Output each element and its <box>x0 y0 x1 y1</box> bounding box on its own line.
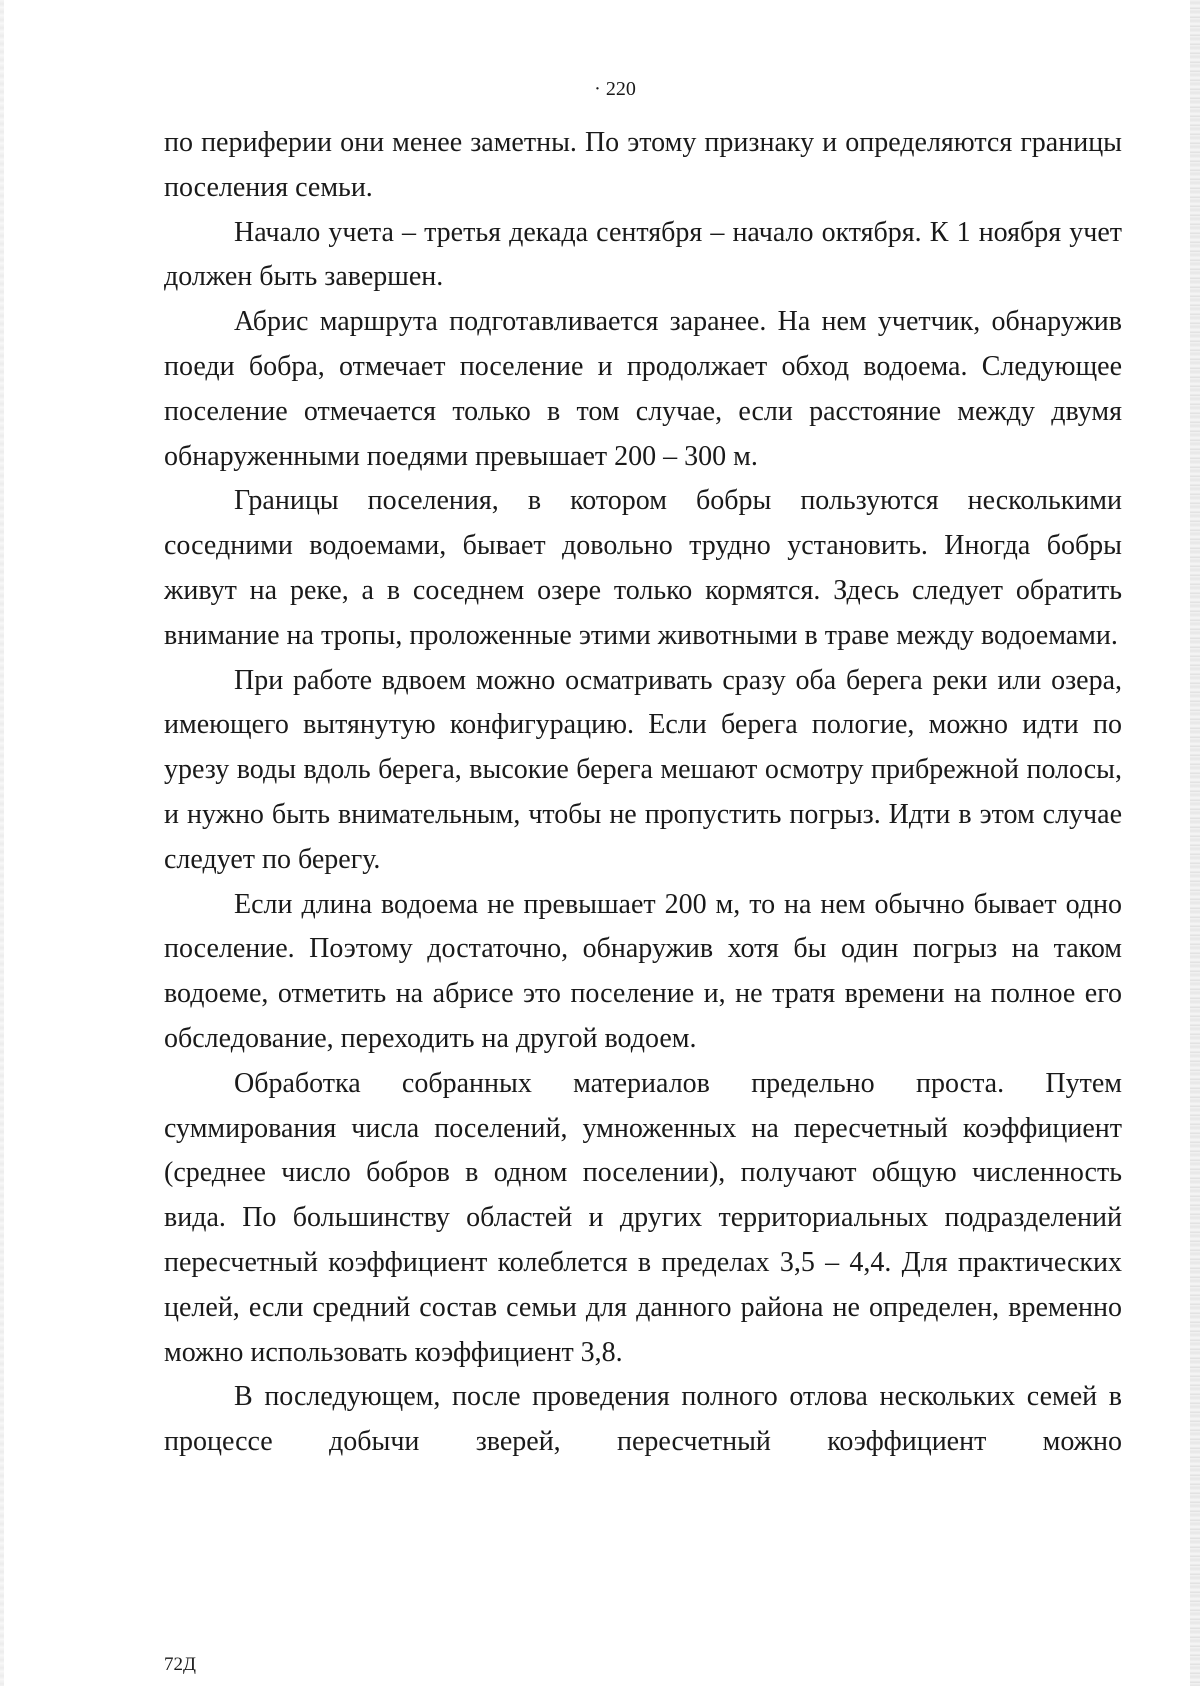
paragraph-working-in-pairs: При работе вдвоем можно осматривать сразу оба берега реки или озера, имеющего вытянутую конфигурацию. Если берега пологие, можно идти по урезу воды вдоль берега, высокие берега мешают осмотру прибрежной полосы, и нужно быть внимательным, чтобы не пропустить погрыз. Идти в этом случае следует по берегу. <box>164 664 1122 875</box>
paragraph-route-sketch: Абрис маршрута подготавливается заранее. На нем учетчик, обнаружив поеди бобра, отмечает поселение и продолжает обход водоема. Следующее поселение отмечается только в том случае, если расстояние между двумя обнаруженными поедями превышает 200 – 300 м. <box>164 306 1122 472</box>
paragraph-census-timing: Начало учета – третья декада сентября – начало октября. К 1 ноября учет должен быть завершен. <box>164 216 1122 293</box>
footer-code: 72Д <box>164 1654 196 1675</box>
scan-edge-left <box>0 0 4 1686</box>
page-number: · 220 <box>594 78 636 100</box>
paragraph-small-waterbody: Если длина водоема не превышает 200 м, то на нем обычно бывает одно поселение. Поэтому достаточно, обнаружив хотя бы один погрыз на таком водоеме, отметить на абрисе это поселение и, не тратя времени на полное его обследование, переходить на другой водоем. <box>164 888 1122 1054</box>
paragraph-coefficient-followup: В последующем, после проведения полного отлова нескольких семей в процессе добычи зверей, пересчетный коэффициент можно <box>164 1381 1122 1458</box>
scan-edge-right <box>1190 0 1200 1686</box>
paragraph-continuation: по периферии они менее заметны. По этому признаку и определяются границы поселения семьи. <box>164 127 1122 203</box>
paragraph-data-processing: Обработка собранных материалов предельно проста. Путем суммирования числа поселений, умноженных на пересчетный коэффициент (среднее число бобров в одном поселении), получают общую численность вида. По большинству областей и других территориальных подразделений пересчетный коэффициент колеблется в пределах 3,5 – 4,4. Для практических целей, если средний состав семьи для данного района не определен, временно можно использовать коэффициент 3,8. <box>164 1067 1122 1368</box>
document-body <box>164 121 1122 1465</box>
paragraph-settlement-boundaries: Границы поселения, в котором бобры пользуются несколькими соседними водоемами, бывает довольно трудно установить. Иногда бобры живут на реке, а в соседнем озере только кормятся. Здесь следует обратить внимание на тропы, проложенные этими животными в траве между водоемами. <box>164 485 1122 651</box>
